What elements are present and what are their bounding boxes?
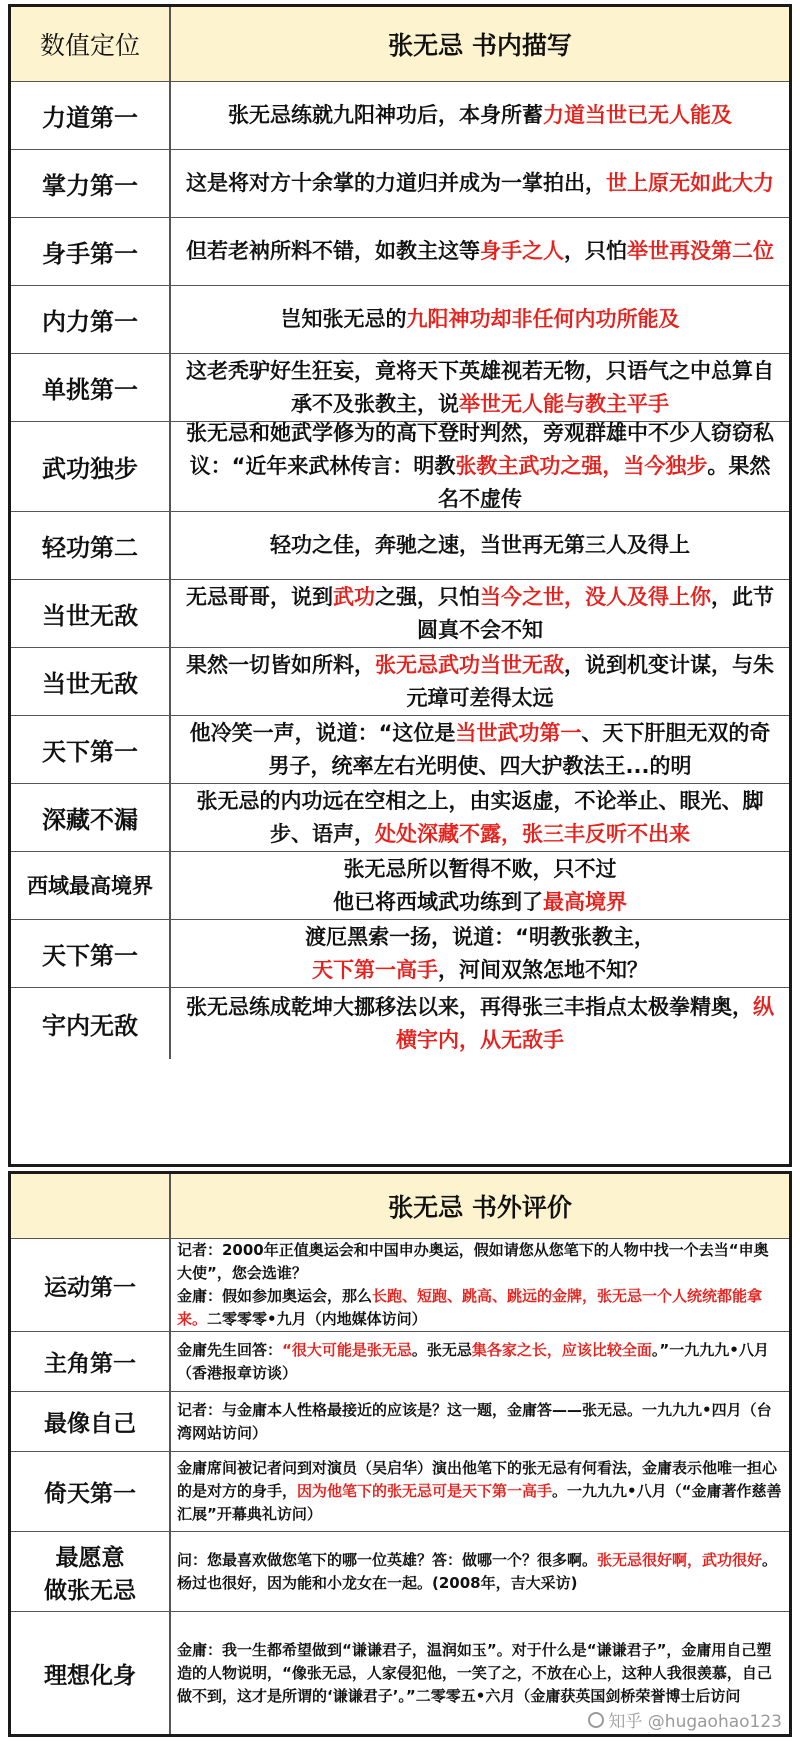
row-text (171, 1452, 789, 1531)
quote-text: 之强，只怕 (375, 584, 480, 609)
row-label: 内力第一 (11, 286, 171, 353)
table-row (11, 1332, 789, 1392)
quote-text: 这老秃驴好生狂妄，竟将天下英雄视若无物，只语气之中总算自承不及张教主，说 (186, 358, 774, 416)
row-label: 单挑第一 (11, 354, 171, 421)
table-row (11, 218, 789, 286)
highlight-text: 力道当世已无人能及 (543, 103, 732, 127)
row-text-body (177, 1639, 783, 1708)
row-text (171, 82, 789, 149)
quote-text: 他冷笑一声，说道：“这位是 (189, 720, 456, 745)
highlight-text: 集各家之长，应该比较全面 (471, 1340, 652, 1359)
row-text-body (333, 853, 627, 919)
header-left: 数值定位 (11, 7, 171, 81)
quote-text: 张无忌练就九阳神功后，本身所蓄 (228, 103, 543, 127)
highlight-text: 武功 (333, 584, 375, 609)
table-row (11, 784, 789, 852)
row-text-body (228, 99, 732, 132)
highlight-text: 张无忌武功当世无敌 (375, 652, 564, 677)
highlight-text: 纵横宇内，从无敌手 (396, 994, 774, 1052)
quote-text: ，只怕 (564, 239, 627, 263)
highlight-text: 当世武功第一 (455, 720, 582, 745)
quote-text: 问：您最喜欢做您笔下的哪一位英雄？答：做哪一个？很多啊。 (177, 1550, 598, 1569)
table-row (11, 988, 789, 1059)
row-text-body (181, 355, 779, 421)
highlight-text: 张教主武功之强，当今独步 (455, 454, 708, 478)
table-header (11, 1174, 789, 1239)
quote-text: 张无忌的内功远在空相之上，由实返虚，不论举止、眼光、脚步、语声， (196, 788, 764, 846)
table-row (11, 1392, 789, 1452)
table-row (11, 82, 789, 150)
row-text-body (177, 1399, 783, 1445)
row-text (171, 218, 789, 285)
quote-text: 二零零零•九月（内地媒体访问） (207, 1310, 427, 1328)
row-label: 力道第一 (11, 82, 171, 149)
watermark (588, 1707, 782, 1732)
row-text-body (186, 167, 774, 200)
table-row (11, 920, 789, 988)
quote-text: 他已将西域武功练到了 (333, 889, 543, 914)
row-text (171, 580, 789, 647)
highlight-text: 当今之世，没人及得上你 (480, 584, 711, 609)
row-text-body (177, 1339, 783, 1385)
quote-text: 金庸席间被记者问到对演员（吴启华）演出他笔下的张无忌有何看法，金庸表示他唯一担心的是对方的身手， (177, 1459, 778, 1500)
table-row (11, 648, 789, 716)
row-label: 理想化身 (11, 1612, 171, 1734)
quote-text: ，河间双煞怎地不知？ (438, 957, 648, 982)
quote-text: 。一九九九•八月（“金庸著作慈善汇展”开幕典礼访问） (177, 1482, 782, 1523)
quote-text: 金庸：我一生都希望做到“谦谦君子，温润如玉”。对于什么是“谦谦君子”，金庸用自己塑造的人物说明，“像张无忌，人家侵犯他，一笑了之，不放在心上，这种人我很羡慕，自己做不到，这才是所谓的‘谦谦君子’。”二零零五•六月（金庸获英国剑桥荣誉博士后访问 (177, 1640, 772, 1705)
zhihu-icon (588, 1712, 604, 1728)
row-label: 天下第一 (11, 920, 171, 987)
row-text-body (181, 785, 779, 851)
highlight-text: 世上原无如此大力 (606, 171, 774, 195)
row-label: 宇内无敌 (11, 988, 171, 1059)
book-description-table (8, 4, 792, 1167)
quote-text: ，说到机变计谋，与朱元璋可差得太远 (406, 652, 774, 710)
quote-text: 这是将对方十余掌的力道归并成为一掌拍出， (186, 171, 606, 195)
table-row (11, 286, 789, 354)
table-row (11, 716, 789, 784)
row-label: 西域最高境界 (11, 852, 171, 919)
quote-text: 张无忌和她武学修为的高下登时判然，旁观群雄中不少人窃窃私议：“近年来武林传言：明教 (186, 421, 774, 478)
quote-text: 张无忌所以暂得不败，只不过 (343, 856, 617, 881)
highlight-text: 因为他笔下的张无忌可是天下第一高手 (297, 1482, 553, 1500)
row-text-body (181, 581, 779, 647)
row-label: 深藏不漏 (11, 784, 171, 851)
row-text-body (177, 1457, 783, 1526)
quote-text: 。张无忌 (411, 1340, 472, 1359)
row-label-line: 做张无忌 (44, 1577, 136, 1604)
highlight-text: 九阳神功却非任何内功所能及 (406, 307, 680, 331)
highlight-text: 天下第一高手 (312, 957, 438, 982)
quote-text: 岂知张无忌的 (280, 307, 407, 331)
quote-text: 渡厄黑索一扬，说道：“明教张教主， (305, 924, 655, 949)
external-evaluation-table (8, 1171, 792, 1737)
row-text (171, 286, 789, 353)
quote-text: 记者：与金庸本人性格最接近的应该是？这一题，金庸答——张无忌。一九九九•四月（台湾网站访问） (177, 1400, 772, 1442)
highlight-text: 长跑、短跑、跳高、跳远的金牌，张无忌一个人统统都能拿来。 (177, 1287, 763, 1328)
row-label-line: 最愿意 (55, 1544, 125, 1571)
row-text (171, 422, 789, 511)
row-label: 最像自己 (11, 1392, 171, 1451)
row-text (171, 852, 789, 919)
quote-text: 金庸先生回答： (177, 1340, 283, 1359)
table-row (11, 1239, 789, 1332)
row-text (171, 716, 789, 783)
highlight-text: 最高境界 (543, 889, 627, 914)
table-row (11, 150, 789, 218)
highlight-text: 张无忌很好啊，武功很好 (597, 1550, 763, 1569)
quote-text: 金庸：假如参加奥运会，那么 (177, 1287, 373, 1305)
row-text-body (181, 649, 779, 715)
row-text (171, 1532, 789, 1611)
highlight-text: 身手之人 (480, 239, 564, 263)
row-label: 当世无敌 (11, 580, 171, 647)
highlight-text: 举世无人能与教主平手 (459, 391, 669, 416)
row-text-body (186, 235, 774, 268)
row-text-body (281, 303, 680, 336)
quote-text: 无忌哥哥，说到 (186, 584, 333, 609)
table-row (11, 1452, 789, 1532)
watermark-text: 知乎 @hugaohao123 (608, 1712, 782, 1732)
row-label: 武功独步 (11, 422, 171, 511)
row-text-body (181, 417, 779, 516)
quote-text: 记者：2000年正值奥运会和中国申办奥运，假如请您从您笔下的人物中找一个去当“申奥大使”，您会选谁？ (177, 1241, 769, 1282)
row-text-body (177, 1239, 783, 1331)
table-row (11, 1532, 789, 1612)
row-text-body (177, 1549, 783, 1595)
row-label: 运动第一 (11, 1239, 171, 1331)
quote-text: 但若老衲所料不错，如教主这等 (186, 239, 480, 263)
row-label: 掌力第一 (11, 150, 171, 217)
table-row (11, 580, 789, 648)
highlight-text: 举世再没第二位 (627, 239, 774, 263)
quote-text: 、天下肝胆无双的奇男子，统率左右光明使、四大护教法王...的明 (268, 720, 771, 778)
quote-text: 。杨过也很好，因为能和小龙女在一起。(2008年，吉大采访) (177, 1550, 778, 1592)
row-label: 主角第一 (11, 1332, 171, 1391)
highlight-text: 处处深藏不露，张三丰反听不出来 (375, 821, 690, 846)
table-row (11, 852, 789, 920)
quote-text: 张无忌练成乾坤大挪移法以来，再得张三丰指点太极拳精奥， (186, 994, 753, 1019)
row-label: 身手第一 (11, 218, 171, 285)
row-label (11, 1532, 171, 1611)
header-right: 张无忌 书外评价 (171, 1174, 789, 1238)
row-text-body (181, 717, 779, 783)
quote-text: 。”一九九九•八月（香港报章访谈） (177, 1340, 769, 1382)
header-right: 张无忌 书内描写 (171, 7, 789, 81)
table-header (11, 7, 789, 82)
row-text (171, 1332, 789, 1391)
row-text (171, 1239, 789, 1331)
row-text-body (181, 991, 779, 1057)
quote-text: 。果然名不虚传 (438, 454, 771, 511)
header-left (11, 1174, 171, 1238)
quote-text: ，此节圆真不会不知 (417, 584, 774, 642)
row-text (171, 648, 789, 715)
row-text-body (305, 921, 655, 987)
row-label: 当世无敌 (11, 648, 171, 715)
highlight-text: “很大可能是张无忌 (282, 1340, 412, 1359)
row-text (171, 784, 789, 851)
row-label: 天下第一 (11, 716, 171, 783)
table-row (11, 422, 789, 512)
row-text (171, 1392, 789, 1451)
row-text (171, 512, 789, 579)
row-label: 轻功第二 (11, 512, 171, 579)
quote-text: 轻功之佳，奔驰之速，当世再无第三人及得上 (270, 533, 690, 557)
row-text (171, 354, 789, 421)
quote-text: 果然一切皆如所料， (186, 652, 375, 677)
row-text-body (270, 529, 690, 562)
table-row (11, 354, 789, 422)
table-row (11, 512, 789, 580)
row-text (171, 920, 789, 987)
row-text (171, 150, 789, 217)
row-text (171, 988, 789, 1059)
row-label: 倚天第一 (11, 1452, 171, 1531)
